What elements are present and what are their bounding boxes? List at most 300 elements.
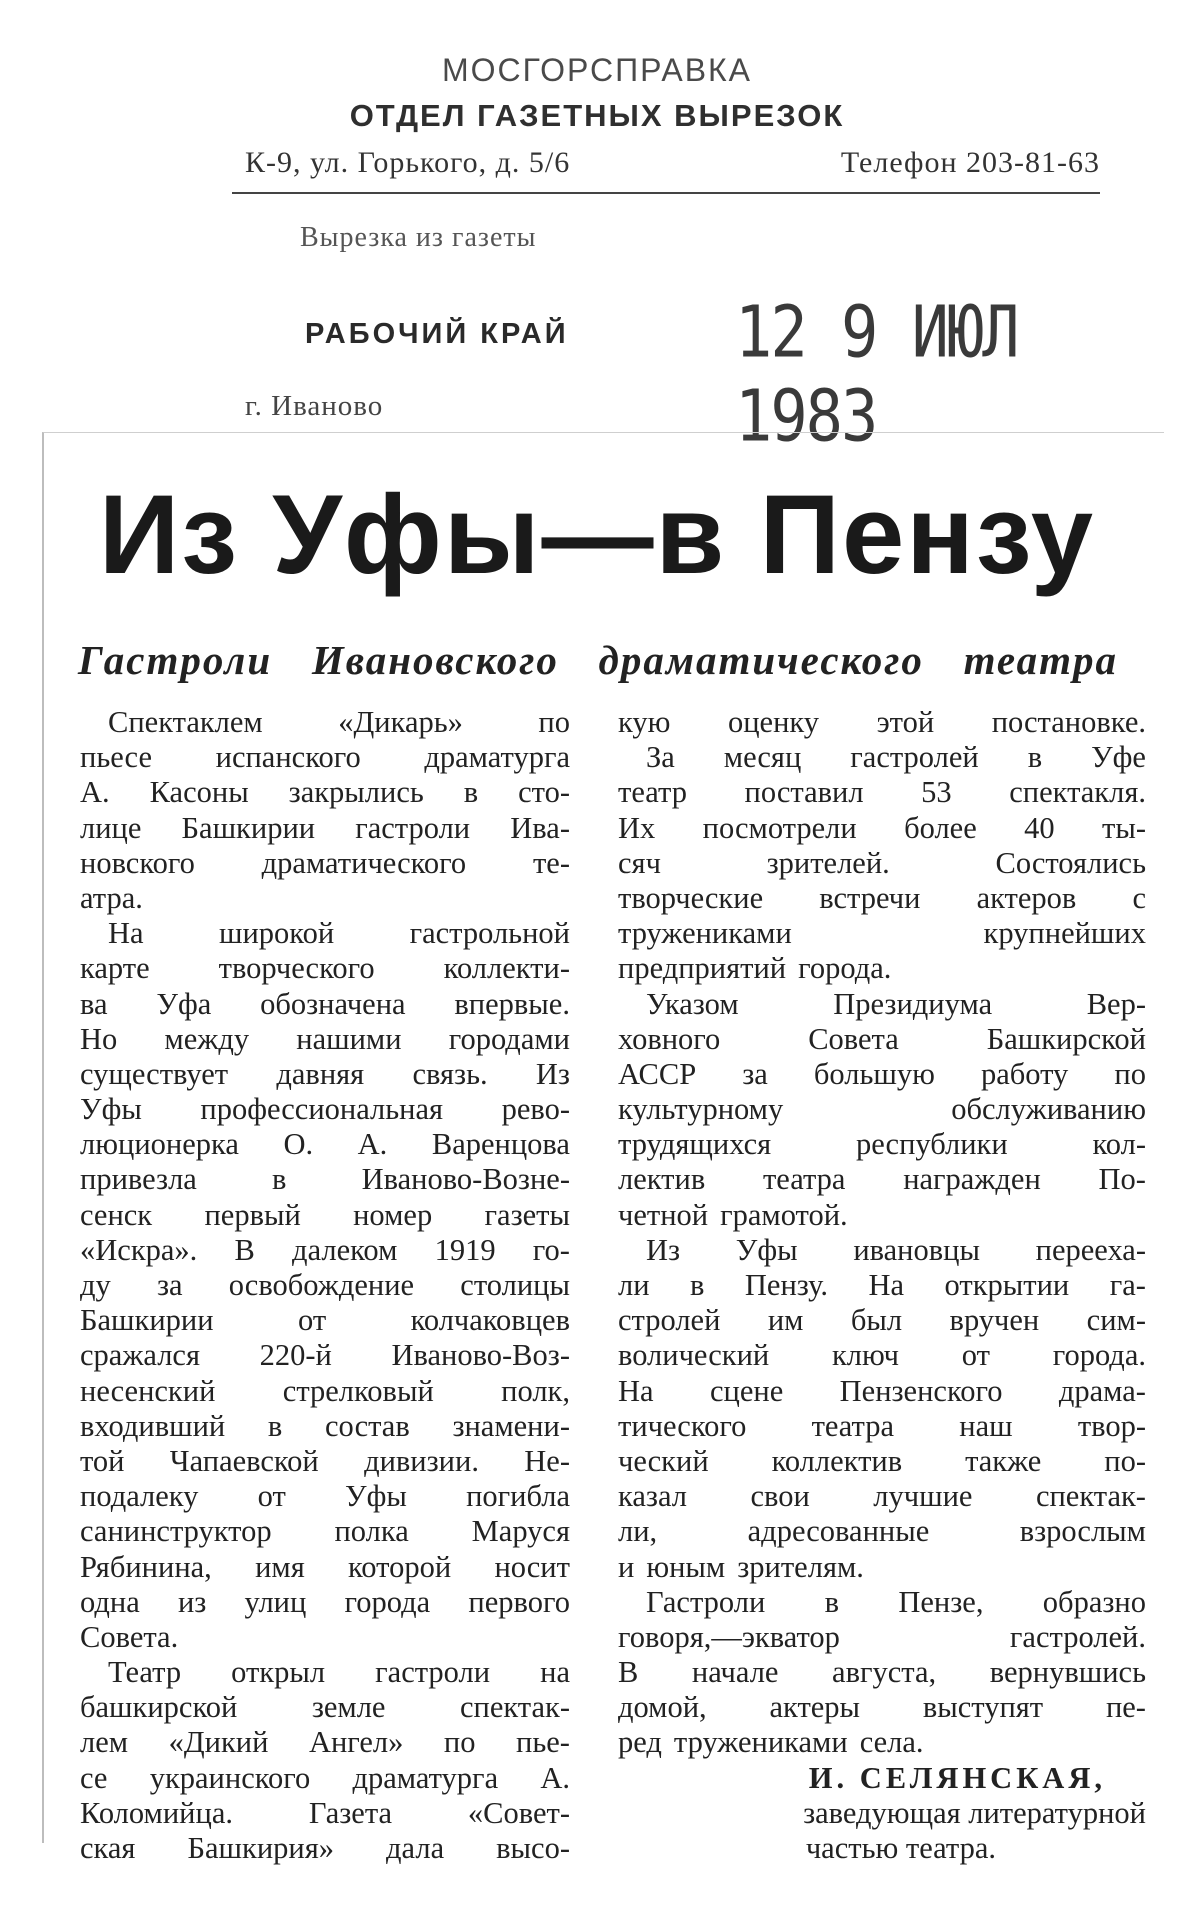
text-word: тружениками bbox=[618, 916, 792, 951]
text-word: Башкирии bbox=[181, 810, 316, 845]
text-word: сто- bbox=[518, 775, 570, 810]
text-word: состав bbox=[325, 1408, 410, 1443]
text-word: го- bbox=[532, 1232, 570, 1267]
text-word: сенск bbox=[80, 1197, 153, 1232]
text-word: На bbox=[618, 1373, 654, 1408]
text-line bbox=[80, 1338, 570, 1373]
text-word: в bbox=[463, 775, 479, 810]
text-word: «Искра». bbox=[80, 1232, 198, 1267]
text-word: газеты bbox=[484, 1197, 570, 1232]
text-line bbox=[80, 1690, 570, 1725]
text-word: полк, bbox=[501, 1373, 570, 1408]
text-word: Указом bbox=[646, 986, 739, 1021]
text-line bbox=[618, 1550, 1146, 1585]
text-line bbox=[618, 740, 1146, 775]
text-line bbox=[80, 1022, 570, 1057]
text-word: говоря,—экватор bbox=[618, 1619, 840, 1654]
text-word: им bbox=[767, 1303, 804, 1338]
text-word: Газета bbox=[308, 1795, 393, 1830]
text-line bbox=[618, 1655, 1146, 1690]
text-word: сяч bbox=[618, 845, 661, 880]
text-word: «Дикарь» bbox=[338, 705, 463, 739]
text-line bbox=[80, 881, 570, 916]
text-word: широкой bbox=[219, 916, 335, 951]
text-word: месяц bbox=[723, 740, 802, 775]
text-word: 40 bbox=[1024, 810, 1055, 845]
text-word: открытии bbox=[944, 1268, 1070, 1302]
text-word: связь. bbox=[412, 1056, 488, 1091]
text-line bbox=[80, 811, 570, 846]
text-line bbox=[618, 1057, 1146, 1092]
text-word: те- bbox=[532, 845, 570, 880]
text-line bbox=[618, 1409, 1146, 1444]
text-word: спектак- bbox=[459, 1690, 570, 1725]
text-word: знамени- bbox=[452, 1408, 570, 1443]
text-word: кол- bbox=[1092, 1127, 1146, 1162]
text-word: большую bbox=[813, 1056, 935, 1091]
text-word: той bbox=[80, 1443, 125, 1478]
text-word: посмотрели bbox=[702, 810, 857, 845]
text-word: обслуживанию bbox=[951, 1092, 1146, 1127]
text-word: ховного bbox=[618, 1021, 721, 1056]
date-stamp: 12 9 ИЮЛ 1983 bbox=[735, 290, 1018, 458]
text-word: предприятий bbox=[618, 951, 787, 986]
text-word: театр bbox=[618, 775, 687, 810]
text-word: Пензенского bbox=[839, 1373, 1003, 1408]
header-divider bbox=[232, 192, 1100, 194]
text-word: пье- bbox=[516, 1725, 570, 1760]
text-word: се bbox=[80, 1760, 108, 1795]
text-line bbox=[80, 1162, 570, 1197]
text-line bbox=[618, 705, 1146, 740]
text-word: дивизии. bbox=[364, 1443, 479, 1478]
author-signature: И. СЕЛЯНСКАЯ, bbox=[808, 1760, 1106, 1795]
text-word: рево- bbox=[501, 1092, 570, 1127]
text-word: А. bbox=[357, 1127, 388, 1162]
agency-phone: Телефон 203-81-63 bbox=[840, 146, 1100, 179]
text-line bbox=[80, 1620, 570, 1655]
text-word: открыл bbox=[231, 1655, 326, 1690]
text-line bbox=[618, 1338, 1146, 1373]
text-line bbox=[80, 1374, 570, 1409]
text-word: гастроли bbox=[355, 810, 471, 845]
text-word: За bbox=[646, 740, 675, 775]
text-word: в bbox=[272, 1162, 287, 1197]
text-line bbox=[80, 1479, 570, 1514]
text-word: свои bbox=[750, 1479, 810, 1514]
text-line bbox=[618, 1268, 1146, 1303]
text-word: Ива- bbox=[510, 810, 570, 845]
text-line bbox=[80, 1831, 570, 1866]
text-word: от bbox=[961, 1338, 990, 1373]
text-word: зрителей. bbox=[766, 845, 890, 880]
subtitle-word: Ивановского bbox=[311, 637, 559, 683]
text-word: Состоялись bbox=[995, 845, 1146, 880]
text-word: юным bbox=[646, 1549, 726, 1584]
text-word: первый bbox=[204, 1197, 301, 1232]
text-word: Уфа bbox=[156, 986, 212, 1021]
text-word: работу bbox=[980, 1056, 1069, 1091]
text-word: А. bbox=[540, 1760, 570, 1795]
text-word: актеров bbox=[976, 880, 1077, 915]
text-word: АССР bbox=[618, 1056, 697, 1091]
text-line bbox=[618, 846, 1146, 881]
text-word: кую bbox=[618, 705, 671, 739]
text-line bbox=[618, 881, 1146, 916]
text-word: ческий bbox=[618, 1443, 709, 1478]
text-word: Театр bbox=[108, 1655, 182, 1690]
text-word: города. bbox=[798, 951, 892, 986]
text-line bbox=[618, 1198, 1146, 1233]
text-line bbox=[618, 775, 1146, 810]
text-line bbox=[80, 1514, 570, 1549]
text-word: драматурга bbox=[352, 1760, 499, 1795]
text-word: новского bbox=[80, 845, 195, 880]
text-word: нашими bbox=[296, 1021, 402, 1056]
text-word: Башкирия» bbox=[187, 1831, 335, 1865]
text-word: полка bbox=[334, 1514, 409, 1549]
text-word: гастролей. bbox=[1009, 1619, 1146, 1654]
text-word: начале bbox=[691, 1655, 779, 1690]
text-word: и bbox=[618, 1549, 635, 1584]
text-word: Башкирской bbox=[986, 1021, 1146, 1056]
text-word: Гастроли bbox=[646, 1584, 766, 1619]
text-line bbox=[618, 1514, 1146, 1549]
text-word: казал bbox=[618, 1479, 687, 1514]
text-line bbox=[618, 951, 1146, 986]
text-word: улиц bbox=[244, 1584, 307, 1619]
text-word: имя bbox=[255, 1549, 305, 1584]
text-word: Рябинина, bbox=[80, 1549, 212, 1584]
text-word: погибла bbox=[466, 1479, 570, 1514]
text-word: подалеку bbox=[80, 1479, 199, 1514]
text-word: колчаковцев bbox=[410, 1303, 570, 1338]
text-word: первого bbox=[468, 1584, 570, 1619]
text-word: несенский bbox=[80, 1373, 216, 1408]
text-word: театра bbox=[811, 1408, 895, 1443]
text-word: испанского bbox=[215, 740, 361, 775]
text-word: Совета bbox=[808, 1021, 899, 1056]
text-line bbox=[618, 1690, 1146, 1725]
text-word: По- bbox=[1098, 1162, 1146, 1197]
text-word: выступят bbox=[922, 1690, 1044, 1725]
text-word: культурному bbox=[618, 1092, 784, 1127]
text-word: наш bbox=[959, 1408, 1013, 1443]
text-word: гастролей bbox=[850, 740, 979, 775]
text-word: по bbox=[1114, 1056, 1146, 1091]
text-word: А. bbox=[80, 775, 110, 810]
text-word: О. bbox=[283, 1127, 314, 1162]
text-word: трудящихся bbox=[618, 1127, 772, 1162]
text-word: спектак- bbox=[1035, 1479, 1146, 1514]
text-word: грамотой. bbox=[720, 1197, 848, 1232]
text-word: Уфы bbox=[80, 1092, 142, 1127]
text-word: пьесе bbox=[80, 740, 152, 775]
text-word: освобождение bbox=[228, 1268, 415, 1302]
text-line bbox=[80, 1655, 570, 1690]
text-word: Уфе bbox=[1091, 740, 1146, 775]
text-word: номер bbox=[353, 1197, 433, 1232]
text-word: Из bbox=[646, 1232, 681, 1267]
text-word: Пензе, bbox=[898, 1584, 984, 1619]
text-word: актеры bbox=[769, 1690, 861, 1725]
author-role-line: заведующая литературной bbox=[803, 1795, 1146, 1830]
text-word: тружениками bbox=[673, 1725, 848, 1760]
text-line bbox=[80, 1550, 570, 1585]
text-word: адресованные bbox=[747, 1514, 930, 1549]
text-word: существует bbox=[80, 1056, 229, 1091]
text-word: Президиума bbox=[833, 986, 993, 1021]
text-line bbox=[80, 1585, 570, 1620]
subtitle-word: Гастроли bbox=[78, 637, 273, 683]
newspaper-city: г. Иваново bbox=[245, 390, 384, 422]
text-line bbox=[80, 740, 570, 775]
text-word: пе- bbox=[1105, 1690, 1146, 1725]
text-word: драматурга bbox=[424, 740, 570, 775]
text-word: Коломийца. bbox=[80, 1795, 233, 1830]
text-word: На bbox=[108, 916, 144, 951]
text-line bbox=[80, 1444, 570, 1479]
text-word: Иваново-Возне- bbox=[361, 1162, 570, 1197]
text-word: коллекти- bbox=[443, 951, 570, 986]
text-word: творческие bbox=[618, 880, 764, 915]
text-word: сцене bbox=[709, 1373, 784, 1408]
text-word: ты- bbox=[1102, 810, 1146, 845]
text-word: по- bbox=[1104, 1443, 1146, 1478]
text-word: Уфы bbox=[735, 1232, 798, 1267]
text-word: лучшие bbox=[873, 1479, 973, 1514]
newspaper-name: РАБОЧИЙ КРАЙ bbox=[305, 318, 569, 350]
text-word: из bbox=[177, 1584, 207, 1619]
text-line bbox=[618, 1725, 1146, 1760]
text-word: атра. bbox=[80, 880, 143, 915]
text-word: ивановцы bbox=[853, 1232, 980, 1267]
text-word: гастроли bbox=[375, 1655, 491, 1690]
text-word: ли, bbox=[618, 1514, 658, 1549]
text-word: спектакля. bbox=[1009, 775, 1146, 810]
text-word: награжден bbox=[903, 1162, 1041, 1197]
text-word: башкирской bbox=[80, 1690, 238, 1725]
text-line bbox=[618, 1479, 1146, 1514]
text-line bbox=[80, 1198, 570, 1233]
text-word: лице bbox=[80, 810, 142, 845]
text-word: обозначена bbox=[260, 986, 406, 1021]
text-word: «Дикий bbox=[168, 1725, 269, 1760]
text-word: гастрольной bbox=[409, 916, 570, 951]
text-word: республики bbox=[855, 1127, 1008, 1162]
text-word: Касоны bbox=[149, 775, 249, 810]
text-line bbox=[80, 1303, 570, 1338]
text-word: давняя bbox=[276, 1056, 365, 1091]
text-line bbox=[80, 951, 570, 986]
text-word: творческого bbox=[218, 951, 375, 986]
text-line bbox=[618, 1585, 1146, 1620]
article-subtitle bbox=[78, 636, 1118, 684]
text-word: вручен bbox=[949, 1303, 1040, 1338]
text-line bbox=[618, 987, 1146, 1022]
text-word: крупнейших bbox=[983, 916, 1146, 951]
text-word: Ангел» bbox=[308, 1725, 404, 1760]
text-word: ли bbox=[618, 1268, 650, 1302]
text-word: В bbox=[618, 1655, 639, 1690]
text-line bbox=[618, 1162, 1146, 1197]
text-line bbox=[618, 1127, 1146, 1162]
text-word: поставил bbox=[744, 775, 864, 810]
text-word: высо- bbox=[496, 1831, 570, 1865]
text-word: Спектаклем bbox=[108, 705, 263, 739]
text-line bbox=[618, 1233, 1146, 1268]
article-title: Из Уфы—в Пензу bbox=[98, 472, 1096, 597]
text-word: домой, bbox=[618, 1690, 707, 1725]
text-word: постановке. bbox=[991, 705, 1146, 739]
text-word: Пензу. bbox=[744, 1268, 829, 1302]
text-line bbox=[80, 1268, 570, 1303]
text-line bbox=[618, 1620, 1146, 1655]
text-word: города. bbox=[1052, 1338, 1146, 1373]
text-word: Из bbox=[535, 1056, 570, 1091]
text-word: привезла bbox=[80, 1162, 197, 1197]
text-word: Иваново-Воз- bbox=[391, 1338, 570, 1373]
text-word: дала bbox=[386, 1831, 445, 1865]
text-line bbox=[618, 916, 1146, 951]
text-word: в bbox=[1027, 740, 1043, 775]
text-word: от bbox=[297, 1303, 327, 1338]
text-word: коллектив bbox=[771, 1443, 903, 1478]
text-word: четной bbox=[618, 1197, 709, 1232]
text-line bbox=[80, 1233, 570, 1268]
text-line bbox=[80, 846, 570, 881]
text-word: Уфы bbox=[345, 1479, 407, 1514]
text-word: драма- bbox=[1058, 1373, 1146, 1408]
text-line bbox=[80, 775, 570, 810]
clipping-label: Вырезка из газеты bbox=[300, 222, 537, 253]
text-line bbox=[80, 987, 570, 1022]
subtitle-word: театра bbox=[963, 637, 1118, 683]
text-word: впервые. bbox=[454, 986, 570, 1021]
text-word: Но bbox=[80, 1021, 118, 1056]
text-word: земле bbox=[311, 1690, 386, 1725]
text-word: далеком bbox=[292, 1232, 398, 1267]
text-word: оценку bbox=[727, 705, 820, 739]
text-word: люционерка bbox=[80, 1127, 239, 1162]
text-word: закрылись bbox=[288, 775, 424, 810]
text-line bbox=[80, 1725, 570, 1760]
text-word: санинструктор bbox=[80, 1514, 272, 1549]
text-word: На bbox=[868, 1268, 905, 1302]
text-word: между bbox=[164, 1021, 250, 1056]
text-word: за bbox=[156, 1268, 183, 1302]
text-word: «Совет- bbox=[467, 1795, 570, 1830]
text-word: с bbox=[1132, 880, 1146, 915]
text-word: вернувшись bbox=[989, 1655, 1146, 1690]
text-word: волический bbox=[618, 1338, 770, 1373]
subtitle-word: драматического bbox=[598, 637, 924, 683]
text-word: Их bbox=[618, 810, 656, 845]
text-word: ду bbox=[80, 1268, 111, 1302]
text-word: в bbox=[690, 1268, 705, 1302]
text-word: входивший bbox=[80, 1408, 226, 1443]
text-word: в bbox=[824, 1584, 840, 1619]
text-word: города bbox=[344, 1584, 431, 1619]
text-line bbox=[80, 1092, 570, 1127]
text-word: более bbox=[904, 810, 977, 845]
text-line bbox=[80, 1409, 570, 1444]
text-word: га- bbox=[1109, 1268, 1146, 1302]
text-word: образно bbox=[1042, 1584, 1146, 1619]
text-word: театра bbox=[762, 1162, 846, 1197]
text-word: которой bbox=[348, 1549, 452, 1584]
text-word: ская bbox=[80, 1831, 136, 1865]
agency-name: МОСГОРСПРАВКА bbox=[441, 52, 753, 88]
agency-address: К-9, ул. Горького, д. 5/6 bbox=[245, 146, 571, 179]
text-word: на bbox=[540, 1655, 570, 1690]
text-word: также bbox=[965, 1443, 1042, 1478]
text-line bbox=[80, 705, 570, 740]
text-word: был bbox=[850, 1303, 903, 1338]
text-word: тического bbox=[618, 1408, 747, 1443]
text-word: по bbox=[538, 705, 570, 739]
text-word: взрослым bbox=[1019, 1514, 1146, 1549]
text-word: Башкирии bbox=[80, 1303, 214, 1338]
text-line bbox=[618, 1374, 1146, 1409]
department-name: ОТДЕЛ ГАЗЕТНЫХ ВЫРЕЗОК bbox=[349, 98, 845, 133]
text-word: по bbox=[443, 1725, 476, 1760]
text-line bbox=[618, 1444, 1146, 1479]
text-word: драматического bbox=[261, 845, 467, 880]
text-word: карте bbox=[80, 951, 150, 986]
text-word: профессиональная bbox=[200, 1092, 444, 1127]
text-word: перееха- bbox=[1035, 1232, 1146, 1267]
text-word: за bbox=[742, 1056, 768, 1091]
text-word: зрителям. bbox=[737, 1549, 864, 1584]
text-word: встречи bbox=[819, 880, 921, 915]
text-word: 1919 bbox=[434, 1232, 496, 1267]
text-line bbox=[80, 1057, 570, 1092]
text-line bbox=[618, 1303, 1146, 1338]
text-line bbox=[80, 1796, 570, 1831]
text-word: городами bbox=[448, 1021, 570, 1056]
text-word: одна bbox=[80, 1584, 140, 1619]
text-word: ключ bbox=[831, 1338, 899, 1373]
text-word: лем bbox=[80, 1725, 129, 1760]
text-word: носит bbox=[494, 1549, 570, 1584]
author-role-line: частью театра. bbox=[805, 1831, 996, 1865]
text-word: Чапаевской bbox=[169, 1443, 319, 1478]
text-word: в bbox=[267, 1408, 283, 1443]
text-word: В bbox=[234, 1232, 255, 1267]
text-word: этой bbox=[876, 705, 935, 739]
text-line bbox=[80, 1761, 570, 1796]
text-word: от bbox=[257, 1479, 286, 1514]
text-word: Маруся bbox=[471, 1514, 570, 1549]
text-word: стролей bbox=[618, 1303, 721, 1338]
text-line bbox=[80, 916, 570, 951]
text-word: лектив bbox=[618, 1162, 706, 1197]
text-word: столицы bbox=[460, 1268, 570, 1302]
text-word: 220-й bbox=[259, 1338, 332, 1373]
text-word: ва bbox=[80, 986, 108, 1021]
text-word: украинского bbox=[149, 1760, 311, 1795]
text-word: ред bbox=[618, 1725, 662, 1760]
text-line bbox=[80, 1127, 570, 1162]
text-word: сим- bbox=[1086, 1303, 1146, 1338]
address-row bbox=[245, 146, 1100, 180]
text-word: стрелковый bbox=[282, 1373, 434, 1408]
text-line bbox=[618, 811, 1146, 846]
text-word: Не- bbox=[524, 1443, 570, 1478]
text-line bbox=[618, 1022, 1146, 1057]
text-word: села. bbox=[859, 1725, 924, 1760]
